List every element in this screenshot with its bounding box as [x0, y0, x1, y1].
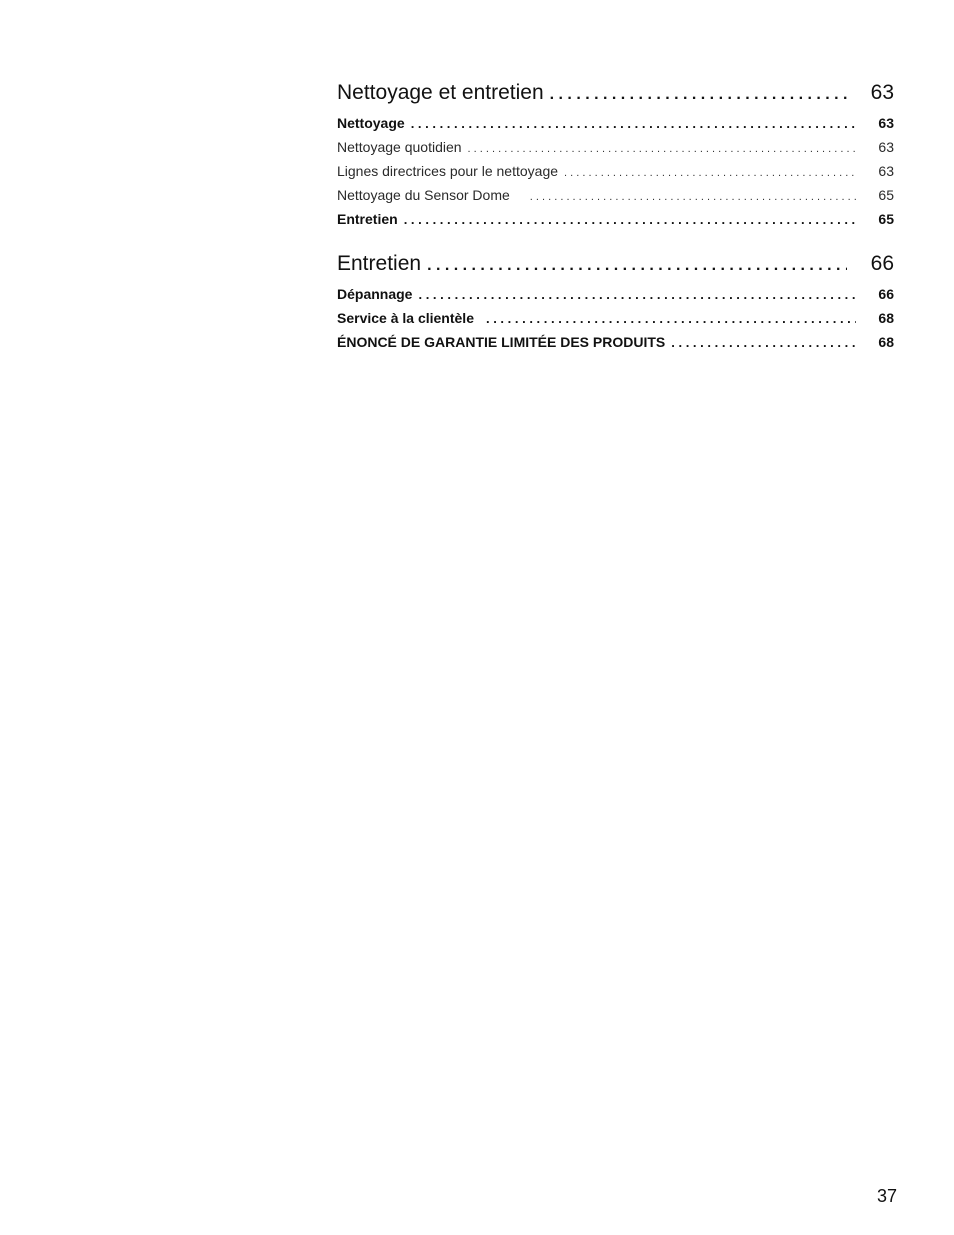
dot-leader	[427, 249, 847, 279]
table-of-contents	[337, 78, 894, 372]
toc-entry-page: 63	[878, 139, 894, 155]
toc-entry	[337, 330, 894, 354]
toc-entry-page: 68	[878, 334, 894, 350]
page-number: 37	[876, 1186, 897, 1206]
dot-leader	[486, 306, 856, 330]
toc-entry-label: Nettoyage quotidien	[337, 139, 462, 155]
toc-entry	[337, 135, 894, 159]
toc-entry-label: Lignes directrices pour le nettoyage	[337, 163, 559, 179]
dot-leader	[468, 135, 857, 159]
toc-entry	[337, 282, 894, 306]
toc-section-nettoyage-et-entretien	[337, 78, 894, 231]
toc-heading-page: 63	[870, 81, 894, 104]
dot-leader	[411, 111, 857, 135]
toc-heading	[337, 249, 894, 279]
toc-entry-page: 63	[878, 115, 894, 131]
toc-heading-title: Entretien	[337, 252, 422, 275]
toc-entry	[337, 306, 894, 330]
toc-entry-page: 63	[878, 163, 894, 179]
dot-leader	[550, 78, 847, 108]
toc-entry-page: 68	[878, 310, 894, 326]
toc-heading	[337, 78, 894, 108]
toc-entry-label: ÉNONCÉ DE GARANTIE LIMITÉE DES PRODUITS	[337, 334, 666, 350]
toc-entry-label: Nettoyage du Sensor Dome	[337, 187, 510, 203]
toc-entry-label: Service à la clientèle	[337, 310, 474, 326]
toc-heading-title: Nettoyage et entretien	[337, 81, 544, 104]
toc-entry	[337, 159, 894, 183]
toc-entry-page: 66	[878, 286, 894, 302]
toc-section-entretien	[337, 249, 894, 354]
toc-entry-label: Dépannage	[337, 286, 413, 302]
dot-leader	[404, 207, 857, 231]
toc-entry-page: 65	[878, 187, 894, 203]
toc-heading-page: 66	[870, 252, 894, 275]
toc-entry-label: Entretien	[337, 211, 398, 227]
toc-entry-page: 65	[878, 211, 894, 227]
toc-entry	[337, 111, 894, 135]
dot-leader	[564, 159, 856, 183]
dot-leader	[671, 330, 856, 354]
toc-entry-label: Nettoyage	[337, 115, 405, 131]
dot-leader	[530, 183, 857, 207]
toc-entry	[337, 183, 894, 207]
dot-leader	[418, 282, 856, 306]
toc-entry	[337, 207, 894, 231]
